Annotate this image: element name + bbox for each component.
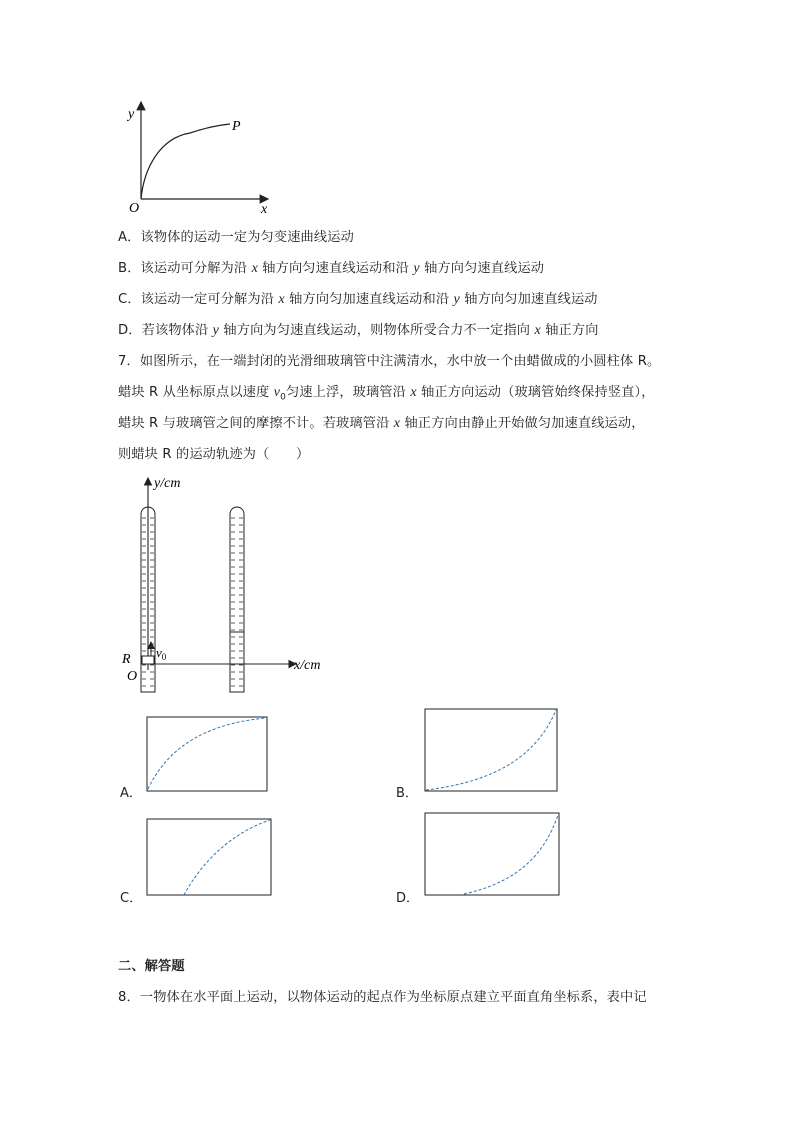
q7-line-4: 则蜡块 R 的运动轨迹为（ ）	[118, 447, 310, 462]
q7-line-3: 蜡块 R 与玻璃管之间的摩擦不计。若玻璃管沿 x 轴正方向由静止开始做匀加速直线运动，	[118, 416, 645, 431]
q6-option-d: D．若该物体沿 y 轴方向为匀速直线运动，则物体所受合力不一定指向 x 轴正方向	[118, 323, 599, 338]
x-axis-label: x	[261, 202, 268, 217]
q7-line-1: 7．如图所示，在一端封闭的光滑细玻璃管中注满清水，水中放一个由蜡做成的小圆柱体 R。	[118, 354, 661, 369]
option-b-graph	[424, 708, 558, 792]
origin-label: O	[129, 201, 140, 216]
q8-line-1: 8．一物体在水平面上运动，以物体运动的起点作为坐标原点建立平面直角坐标系，表中记	[118, 990, 647, 1005]
q6-option-c: C．该运动一定可分解为沿 x 轴方向匀加速直线运动和沿 y 轴方向匀加速直线运动	[118, 292, 598, 307]
r-label: R	[122, 652, 131, 667]
section-heading: 二、解答题	[118, 959, 185, 974]
tube-origin-label: O	[127, 669, 138, 684]
tube-y-label: y/cm	[154, 476, 181, 491]
option-b-label: B．	[396, 786, 418, 801]
option-d-graph	[424, 812, 560, 896]
option-d-label: D．	[396, 891, 420, 906]
tube-x-label: x/cm	[294, 658, 321, 673]
q7-line-2: 蜡块 R 从坐标原点以速度 $v_0$匀速上浮，玻璃管沿 x 轴正方向运动（玻璃管始终保持竖直），	[118, 385, 655, 403]
xy-curve-figure	[120, 98, 280, 218]
option-c-graph	[146, 818, 272, 896]
option-c-label: C．	[120, 891, 143, 906]
q6-option-a: A．该物体的运动一定为匀变速曲线运动	[118, 230, 354, 245]
wax-block-r	[142, 656, 154, 664]
y-axis-label: y	[128, 107, 135, 122]
glass-tube-figure	[118, 470, 338, 700]
v0-label: $v_0$	[156, 645, 167, 662]
option-a-label: A．	[120, 786, 142, 801]
curve-p	[141, 124, 230, 199]
option-a-graph	[146, 716, 268, 792]
curve-label: P	[232, 119, 241, 134]
q6-option-b: B．该运动可分解为沿 x 轴方向匀速直线运动和沿 y 轴方向匀速直线运动	[118, 261, 545, 276]
